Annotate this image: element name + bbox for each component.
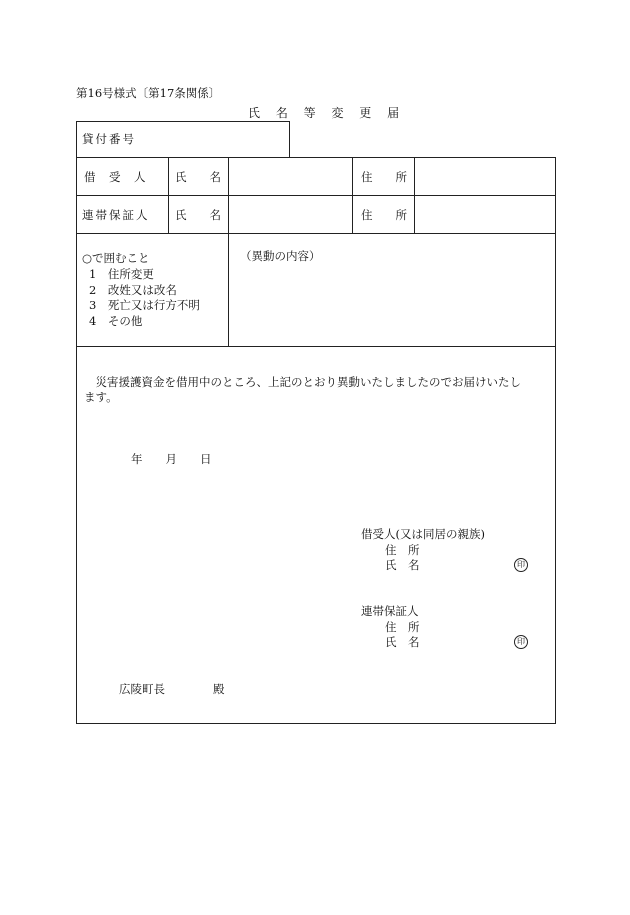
guarantor-signer-address: 住 所 xyxy=(385,620,420,634)
choices-heading: ○で囲むこと xyxy=(82,251,150,265)
row-divider-2 xyxy=(76,233,556,234)
col-divider-name-value xyxy=(352,157,353,233)
borrower-address-label: 住 所 xyxy=(361,170,407,184)
choice-item-3: 3 死亡又は行方不明 xyxy=(89,298,200,312)
borrower-name-label: 氏 名 xyxy=(175,170,221,184)
loan-box-left xyxy=(76,121,77,158)
guarantor-signer-name: 氏 名 xyxy=(385,635,420,649)
guarantor-address-label: 住 所 xyxy=(361,208,407,222)
declaration-line-1: 災害援護資金を借用中のところ、上記のとおり異動いたしましたのでお届けいたし xyxy=(84,375,521,389)
table-top xyxy=(76,157,556,158)
borrower-label: 借 受 人 xyxy=(84,170,147,184)
choice-item-1: 1 住所変更 xyxy=(89,267,154,281)
col-divider-label xyxy=(168,157,169,233)
addressee-honorific: 殿 xyxy=(213,682,225,696)
loan-box-right xyxy=(289,121,290,158)
declaration-line-2: ます。 xyxy=(84,390,118,404)
choice-item-2: 2 改姓又は改名 xyxy=(89,283,177,297)
form-number: 第16号様式〔第17条関係〕 xyxy=(76,86,221,100)
row-divider-1 xyxy=(76,195,556,196)
date-label: 年 月 日 xyxy=(131,452,212,466)
borrower-signer-address: 住 所 xyxy=(385,543,420,557)
col-divider-name-label xyxy=(228,157,229,233)
col-divider-choices xyxy=(228,233,229,346)
addressee-name: 広陵町長 xyxy=(119,682,165,696)
borrower-signer-name: 氏 名 xyxy=(385,558,420,572)
loan-number-label: 貸付番号 xyxy=(82,132,136,146)
page-title: 氏 名 等 変 更 届 xyxy=(248,106,406,120)
loan-box-top xyxy=(76,121,290,122)
table-bottom xyxy=(76,723,556,724)
col-divider-address-label xyxy=(414,157,415,233)
choice-item-4: 4 その他 xyxy=(89,314,143,328)
table-left xyxy=(76,157,77,723)
row-divider-3 xyxy=(76,346,556,347)
table-right xyxy=(555,157,556,723)
borrower-seal-icon: 印 xyxy=(514,558,528,572)
change-detail-label: （異動の内容） xyxy=(240,249,321,263)
guarantor-name-label: 氏 名 xyxy=(175,208,221,222)
borrower-signer-heading: 借受人(又は同居の親族) xyxy=(361,527,485,541)
guarantor-label: 連帯保証人 xyxy=(82,208,150,222)
guarantor-seal-icon: 印 xyxy=(514,635,528,649)
guarantor-signer-heading: 連帯保証人 xyxy=(361,604,419,618)
